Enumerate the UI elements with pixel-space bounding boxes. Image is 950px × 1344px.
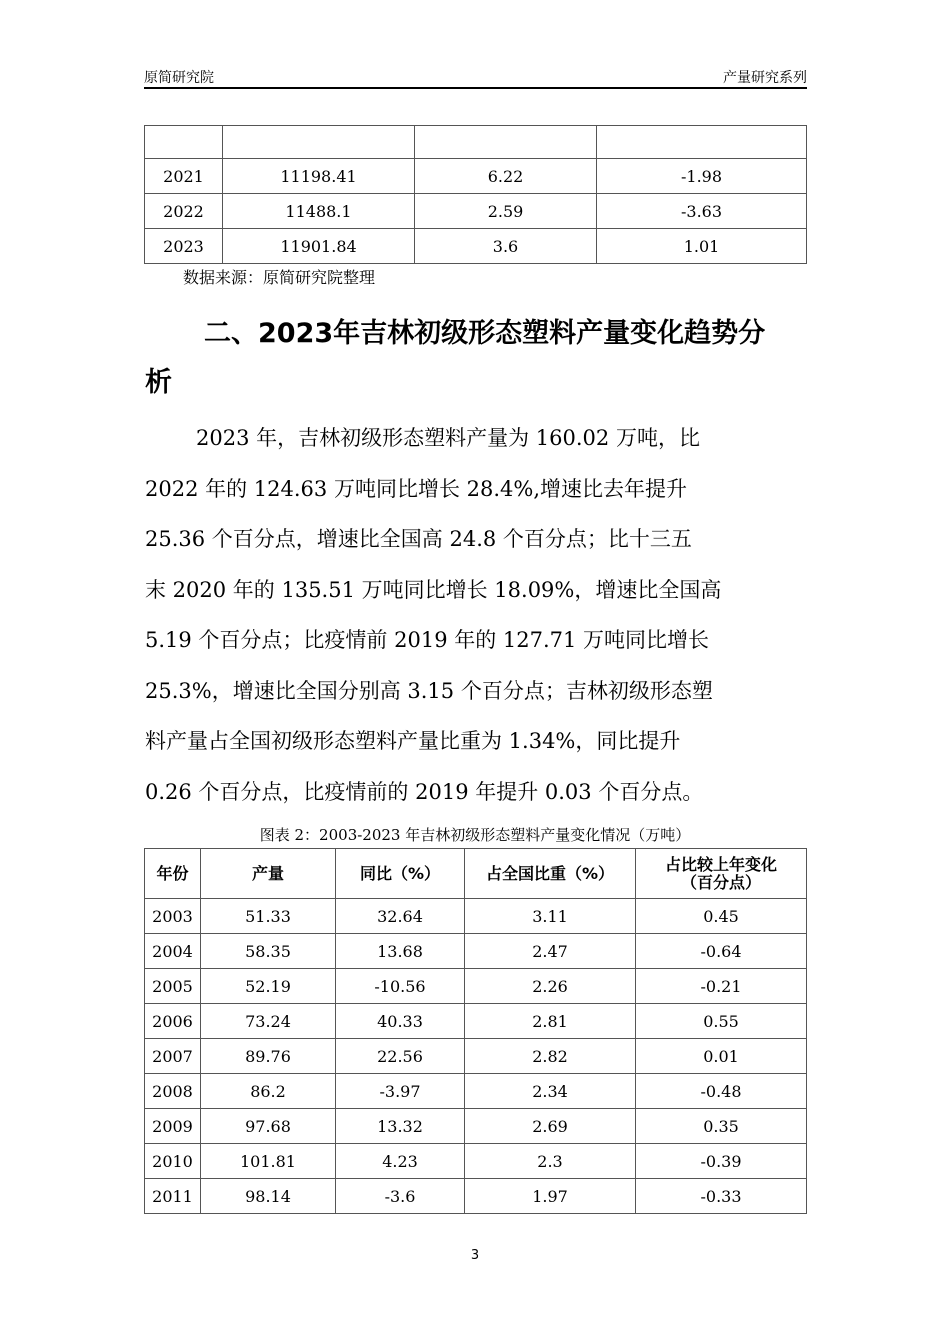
table-cell: 13.32 <box>336 1109 465 1144</box>
table-row <box>145 126 807 159</box>
table-cell: 1.01 <box>597 229 807 264</box>
table-row <box>145 1074 807 1109</box>
section-heading: 二、2023年吉林初级形态塑料产量变化趋势分 <box>204 318 766 349</box>
table-cell: 86.2 <box>201 1074 336 1109</box>
table-cell: 1.97 <box>465 1179 636 1214</box>
table-cell: 0.55 <box>636 1004 807 1039</box>
table-cell: 11488.1 <box>223 194 415 229</box>
table-cell: 0.45 <box>636 899 807 934</box>
table-cell: 97.68 <box>201 1109 336 1144</box>
table-cell: -0.33 <box>636 1179 807 1214</box>
page-number: 3 <box>470 1248 480 1263</box>
paragraph-line: 2022 年的 124.63 万吨同比增长 28.4%,增速比去年提升 <box>145 476 688 501</box>
table-cell: 0.01 <box>636 1039 807 1074</box>
table-cell: 2008 <box>145 1074 201 1109</box>
table-cell: 2.3 <box>465 1144 636 1179</box>
table-cell: 2007 <box>145 1039 201 1074</box>
table-cell: 101.81 <box>201 1144 336 1179</box>
table-row <box>145 1144 807 1179</box>
table-row <box>145 1109 807 1144</box>
table-cell: 2023 <box>145 229 223 264</box>
table-cell: 2.26 <box>465 969 636 1004</box>
table-row <box>145 1179 807 1214</box>
header-left: 原简研究院 <box>144 70 214 86</box>
table-cell: -0.64 <box>636 934 807 969</box>
table-cell: 51.33 <box>201 899 336 934</box>
table-cell: -3.6 <box>336 1179 465 1214</box>
table-cell: 4.23 <box>336 1144 465 1179</box>
table-row <box>145 229 807 264</box>
table-2 <box>144 848 807 1214</box>
paragraph-line: 料产量占全国初级形态塑料产量比重为 1.34%，同比提升 <box>145 729 681 753</box>
table-cell: 2.59 <box>415 194 597 229</box>
table-cell: 2021 <box>145 159 223 194</box>
table-cell: 2006 <box>145 1004 201 1039</box>
table-cell: 3.6 <box>415 229 597 264</box>
table-caption: 图表 2：2003-2023 年吉林初级形态塑料产量变化情况（万吨） <box>259 826 691 844</box>
table-cell: 2.47 <box>465 934 636 969</box>
table-cell: 2011 <box>145 1179 201 1214</box>
table-cell: 2004 <box>145 934 201 969</box>
table-row <box>145 159 807 194</box>
table-cell: 2010 <box>145 1144 201 1179</box>
body-paragraph <box>145 420 810 824</box>
table-cell: -0.21 <box>636 969 807 1004</box>
paragraph-line: 5.19 个百分点；比疫情前 2019 年的 127.71 万吨同比增长 <box>145 628 710 652</box>
table-cell: -0.48 <box>636 1074 807 1109</box>
table-cell: 89.76 <box>201 1039 336 1074</box>
table-cell: -3.63 <box>597 194 807 229</box>
paragraph-line: 2023 年，吉林初级形态塑料产量为 160.02 万吨，比 <box>196 426 700 450</box>
table-row <box>145 1004 807 1039</box>
table-cell: 3.11 <box>465 899 636 934</box>
paragraph-line: 0.26 个百分点，比疫情前的 2019 年提升 0.03 个百分点。 <box>145 779 704 804</box>
header-rule <box>144 87 807 89</box>
column-header: 占全国比重（%） <box>465 849 636 899</box>
table-cell: 2.82 <box>465 1039 636 1074</box>
table-cell: -3.97 <box>336 1074 465 1109</box>
table-cell: 6.22 <box>415 159 597 194</box>
data-source: 数据来源：原简研究院整理 <box>183 268 376 287</box>
table-cell: 0.35 <box>636 1109 807 1144</box>
paragraph-line: 25.3%，增速比全国分别高 3.15 个百分点；吉林初级形态塑 <box>145 678 713 703</box>
paragraph-line: 25.36 个百分点，增速比全国高 24.8 个百分点；比十三五 <box>145 527 692 551</box>
table-row <box>145 934 807 969</box>
table-cell: 13.68 <box>336 934 465 969</box>
table-cell: 73.24 <box>201 1004 336 1039</box>
table-cell: 2003 <box>145 899 201 934</box>
table-cell <box>597 126 807 159</box>
column-header: 占比较上年变化（百分点） <box>636 849 807 899</box>
table-cell: 22.56 <box>336 1039 465 1074</box>
table-1-continued <box>144 125 807 264</box>
table-cell: -0.39 <box>636 1144 807 1179</box>
table-cell: 58.35 <box>201 934 336 969</box>
table-cell: 32.64 <box>336 899 465 934</box>
table-cell <box>223 126 415 159</box>
table-cell: 2009 <box>145 1109 201 1144</box>
table-cell: 2.81 <box>465 1004 636 1039</box>
table-cell: 2005 <box>145 969 201 1004</box>
column-header: 年份 <box>145 849 201 899</box>
table-cell <box>415 126 597 159</box>
header-right: 产量研究系列 <box>723 70 807 86</box>
table-cell: 2022 <box>145 194 223 229</box>
table-cell: -1.98 <box>597 159 807 194</box>
column-header: 同比（%） <box>336 849 465 899</box>
table-cell: 2.34 <box>465 1074 636 1109</box>
table-cell: 2.69 <box>465 1109 636 1144</box>
table-row <box>145 1039 807 1074</box>
table-cell: 98.14 <box>201 1179 336 1214</box>
paragraph-line: 末 2020 年的 135.51 万吨同比增长 18.09%，增速比全国高 <box>145 577 722 602</box>
table-cell: 40.33 <box>336 1004 465 1039</box>
table-cell: 11198.41 <box>223 159 415 194</box>
section-heading-cont: 析 <box>145 367 172 398</box>
table-row <box>145 194 807 229</box>
table-cell: 52.19 <box>201 969 336 1004</box>
table-row <box>145 899 807 934</box>
table-row <box>145 969 807 1004</box>
table-cell: 11901.84 <box>223 229 415 264</box>
table-cell: -10.56 <box>336 969 465 1004</box>
table-cell <box>145 126 223 159</box>
column-header: 产量 <box>201 849 336 899</box>
